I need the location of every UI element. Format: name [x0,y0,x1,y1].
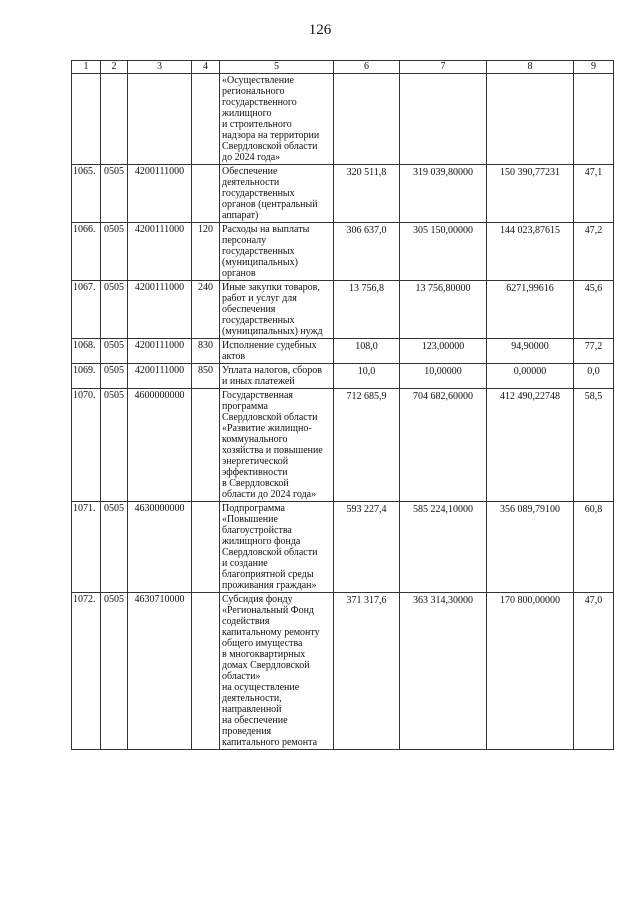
item-name-cell [220,389,334,502]
item-name-line: «Осуществление [222,75,294,86]
section-code-cell: 0505 [101,223,128,281]
item-name-cell [220,281,334,339]
expense-type-cell [192,389,220,502]
percent-cell: 0,0 [574,364,614,389]
row-number-cell: 1067. [72,281,101,339]
item-name-line: капитального ремонта [222,737,318,748]
target-code-cell: 4630710000 [128,593,192,750]
target-code-cell: 4600000000 [128,389,192,502]
item-name-line: «Региональный Фонд [222,605,315,616]
item-name-cell [220,74,334,165]
item-name-line: жилищного фонда [222,536,301,547]
expense-type-cell: 830 [192,339,220,364]
item-name-line: государственных [222,188,295,199]
table-row [72,364,614,389]
item-name-line: направленной [222,704,282,715]
item-name-line: эффективности [222,467,288,478]
expense-type-cell: 120 [192,223,220,281]
item-name-cell [220,223,334,281]
item-name-line: коммунального [222,434,288,445]
item-name-line: Подпрограмма [222,503,285,514]
item-name-line: аппарат) [222,210,259,221]
approved-amount-cell: 13 756,8 [334,281,400,339]
section-code-cell: 0505 [101,165,128,223]
item-name-line: программа [222,401,268,412]
item-name-line: содействия [222,616,270,627]
expense-type-cell [192,74,220,165]
item-name-line: и создание [222,558,268,569]
section-code-cell: 0505 [101,502,128,593]
target-code-cell [128,74,192,165]
executed-amount-cell: 94,90000 [487,339,574,364]
item-name-line: в Свердловской [222,478,289,489]
approved-amount-cell: 320 511,8 [334,165,400,223]
item-name-line: на осуществление [222,682,300,693]
table-row [72,339,614,364]
item-name-cell [220,165,334,223]
row-number-cell: 1070. [72,389,101,502]
table-row [72,165,614,223]
item-name-line: области» [222,671,261,682]
item-name-line: жилищного [222,108,272,119]
column-header: 8 [487,61,574,74]
section-code-cell: 0505 [101,339,128,364]
section-code-cell [101,74,128,165]
table-row [72,223,614,281]
item-name-line: обеспечения [222,304,276,315]
approved-amount-cell: 593 227,4 [334,502,400,593]
executed-amount-cell: 356 089,79100 [487,502,574,593]
row-number-cell: 1072. [72,593,101,750]
section-code-cell: 0505 [101,593,128,750]
item-name-line: органов (центральный [222,199,318,210]
item-name-line: благоустройства [222,525,292,536]
item-name-line: органов [222,268,256,279]
item-name-line: (муниципальных) [222,257,298,268]
percent-cell: 47,1 [574,165,614,223]
executed-amount-cell: 0,00000 [487,364,574,389]
approved-amount-cell: 108,0 [334,339,400,364]
item-name-line: «Повышение [222,514,278,525]
item-name-line: Иные закупки товаров, [222,282,320,293]
item-name-line: (муниципальных) нужд [222,326,323,337]
item-name-cell [220,339,334,364]
refined-amount-cell: 319 039,80000 [400,165,487,223]
executed-amount-cell: 170 800,00000 [487,593,574,750]
expense-type-cell: 240 [192,281,220,339]
item-name-line: домах Свердловской [222,660,310,671]
item-name-line: Обеспечение [222,166,278,177]
column-header: 3 [128,61,192,74]
item-name-line: капитальному ремонту [222,627,320,638]
item-name-line: Свердловской области [222,412,318,423]
refined-amount-cell: 585 224,10000 [400,502,487,593]
item-name-line: регионального [222,86,285,97]
target-code-cell: 4200111000 [128,165,192,223]
column-header: 4 [192,61,220,74]
item-name-line: деятельности [222,177,280,188]
item-name-line: в многоквартирных [222,649,306,660]
approved-amount-cell: 10,0 [334,364,400,389]
table-row [72,502,614,593]
target-code-cell: 4200111000 [128,339,192,364]
item-name-line: государственного [222,97,297,108]
refined-amount-cell: 704 682,60000 [400,389,487,502]
item-name-cell [220,364,334,389]
percent-cell: 58,5 [574,389,614,502]
refined-amount-cell: 10,00000 [400,364,487,389]
item-name-line: государственных [222,246,295,257]
executed-amount-cell [487,74,574,165]
executed-amount-cell: 150 390,77231 [487,165,574,223]
table-row [72,74,614,165]
item-name-line: и иных платежей [222,376,295,387]
approved-amount-cell [334,74,400,165]
budget-table [71,60,614,750]
row-number-cell: 1069. [72,364,101,389]
approved-amount-cell: 712 685,9 [334,389,400,502]
row-number-cell: 1065. [72,165,101,223]
item-name-line: Государственная [222,390,294,401]
executed-amount-cell: 6271,99616 [487,281,574,339]
item-name-line: общего имущества [222,638,303,649]
refined-amount-cell: 123,00000 [400,339,487,364]
item-name-line: работ и услуг для [222,293,297,304]
item-name-line: «Развитие жилищно- [222,423,312,434]
executed-amount-cell: 144 023,87615 [487,223,574,281]
table-row [72,281,614,339]
target-code-cell: 4200111000 [128,281,192,339]
refined-amount-cell: 13 756,80000 [400,281,487,339]
item-name-line: актов [222,351,246,362]
item-name-line: хозяйства и повышение [222,445,323,456]
refined-amount-cell: 305 150,00000 [400,223,487,281]
expense-type-cell [192,593,220,750]
item-name-line: деятельности, [222,693,282,704]
item-name-line: Свердловской области [222,547,318,558]
column-header: 7 [400,61,487,74]
item-name-line: до 2024 года» [222,152,281,163]
percent-cell: 45,6 [574,281,614,339]
section-code-cell: 0505 [101,364,128,389]
item-name-line: Субсидия фонду [222,594,293,605]
column-header: 9 [574,61,614,74]
column-header: 6 [334,61,400,74]
column-header: 5 [220,61,334,74]
row-number-cell: 1068. [72,339,101,364]
refined-amount-cell: 363 314,30000 [400,593,487,750]
item-name-line: Уплата налогов, сборов [222,365,322,376]
item-name-line: персоналу [222,235,267,246]
target-code-cell: 4200111000 [128,223,192,281]
row-number-cell [72,74,101,165]
item-name-line: Расходы на выплаты [222,224,310,235]
item-name-line: Свердловской области [222,141,318,152]
percent-cell: 47,2 [574,223,614,281]
executed-amount-cell: 412 490,22748 [487,389,574,502]
expense-type-cell [192,502,220,593]
percent-cell: 47,0 [574,593,614,750]
header-row [72,61,614,74]
page-number: 126 [308,22,332,38]
row-number-cell: 1071. [72,502,101,593]
table-row [72,389,614,502]
item-name-cell [220,593,334,750]
percent-cell: 77,2 [574,339,614,364]
item-name-line: энергетической [222,456,289,467]
item-name-line: и строительного [222,119,292,130]
target-code-cell: 4200111000 [128,364,192,389]
approved-amount-cell: 371 317,6 [334,593,400,750]
target-code-cell: 4630000000 [128,502,192,593]
table-row [72,593,614,750]
item-name-line: Исполнение судебных [222,340,317,351]
item-name-line: надзора на территории [222,130,320,141]
item-name-line: проживания граждан» [222,580,317,591]
section-code-cell: 0505 [101,389,128,502]
item-name-line: области до 2024 года» [222,489,317,500]
item-name-line: государственных [222,315,295,326]
approved-amount-cell: 306 637,0 [334,223,400,281]
refined-amount-cell [400,74,487,165]
column-header: 1 [72,61,101,74]
item-name-line: благоприятной среды [222,569,314,580]
section-code-cell: 0505 [101,281,128,339]
item-name-cell [220,502,334,593]
item-name-line: проведения [222,726,272,737]
row-number-cell: 1066. [72,223,101,281]
expense-type-cell: 850 [192,364,220,389]
column-header: 2 [101,61,128,74]
item-name-line: на обеспечение [222,715,288,726]
percent-cell [574,74,614,165]
expense-type-cell [192,165,220,223]
percent-cell: 60,8 [574,502,614,593]
